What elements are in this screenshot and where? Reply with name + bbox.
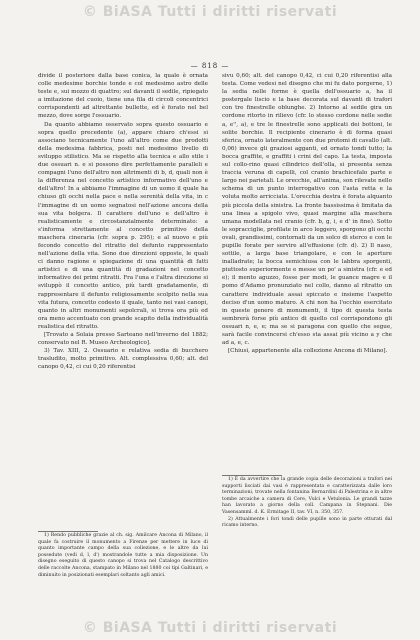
paragraph: divide il posteriore dalla base conica, la quale è ornata colle medesime borchie tonde e col medesimo astro delle teste e, sui mozzo di quattro; sul davanti il sedile, ripiegato a imitazione del cuoio, tiene una fila di circoli concentrici corrispondenti ad altrettante bullette, ed è forato nel bel mezzo, dove sorge l'ossuario. <box>38 73 208 120</box>
footnote: 1) È da avvertire che la grande copia delle decorazioni a trafori nei supporti lisciati dai vasi è rappresentata e caratterizzata dalle loro terminazioni, trovate nella fontanina Bernardini di Palestrina e in altre tombe arcaiche a camera di Cere, Vulci e Vetulonia. Le grandi tazze han lavorato a giorno della coll. Campana in Stepnani. Die Vasensamml. d. K. Ermitage II, tav. VI, n. 350, 357. <box>222 477 392 515</box>
paragraph: sivu 0,60; alt. del canopo 0,42, ci cui 0,20 riferentisi alla testa. Come vedesi nel disegno che mi fu dato porgerne, 1) la sedia nelle forme è quella dell'ossuario a, ha il postergale liscio e la base decorata sul davanti di trafori con tre finestrelle oblunghe. 2) Intorno al sedile gira un cordone ritorto in rilievo (cfr. lo stesso cordone nelle sedie a, e'', a), e tre le finestrelle sono applicati dei bottoni, le solite borchie. Il recipiente cinerario è di forma quasi sferica, ornato lateralmente con due protomi di cavallo (alt. 0,06) invece gli graziosi agganti, ed ornato tondi tutto; la bocca graffite, e graffiti i crini del capo. La testa, imposta sul collo-rino quasi cilindrico dell'olla, si presenta senza traccia veruna di capelli, col cranio brachicefalo parte e largo nei parietali. Le orecchie, all'anima, son rilevate nello schema di un punto interrogativo con l'asta retta e la voluta molto arricciata. L'orecchia destra è forata alquanto più piccola della sinistra. La fronte bassissima è limitata da una linea a spigolo vivo, quasi margine alla maschera umana modellata nel cranio (cfr. b, g, i, e d' in fine). Sotto le sopracciglie, profilate in arco leggero, sporgono gli occhi ovali, grandissimi, contornati da un solco di sterco e con le pupille forate per servire all'effusione (cfr. d). 2) Il naso, sottile, a larga base triangolare, e con le aperture inalladrate; la bocca semichiusa con le labbra sporgenti, piuttosto superiormente e messe un po' a sinistra (cfr. e ed e); il mento aguzzo, fosse per modi, le guance magre e il pomo d'Adamo pronunziato nel collo, danno al ritratto un carattere individuale assai spiccato e insieme l'aspetto deciso d'un uomo maturo. A chi non ha l'occhio esercitato in queste genere di monumenti, il tipo di questa testa sembrerà forse più antico di quello col corrispondono gli ossuari n, e, e; ma se si paragona con quello che segue, sarà facile convincersi ch'esso sta assai più vicino a y che ad a, e, c. <box>222 73 392 347</box>
paragraph: [Trovato a Solaia presso Sarteano nell'inverno del 1882; conservato nel R. Museo Archeologico]. <box>38 332 208 347</box>
left-column <box>38 72 208 371</box>
footnote: 2) Attualmente i fori tondi delle pupille sono in parte otturati dal ricamo interno. <box>222 516 392 529</box>
right-footnotes <box>222 477 392 530</box>
paragraph: Da quanto abbiamo osservato sopra questo ossuario e sopra quello precedente (a), appare chiaro ch'essi si associano tecnicamente l'uno all'altro come due prodotti della medesima fabbrica, posti nel medesimo livello di sviluppo stilistico. Ma se rispetto alla tecnica e allo stile i due ossuari n. e si possono dire perfettamente paralleli e compagni l'uno dell'altro non altrimenti di b, d, quali non è la differenza nel concetto artistico informativo dell'uno e dell'altro! In a abbiamo l'immagine di un uomo il quale ha chiuso gli occhi nella pace e nella serenità della vita, in c l'immagine di un uomo segnatosi nell'azione ancora della sua vita bolgera. Il carattere dell'uno e dell'altro è realisticamente e circostanzialmente determinato: a s'informa strettamente al concetto primitivo della maschera cineraria (cfr. sopra p. 295); e al nuovo e più fecondo concetto del ritratto del defunto rappresentato nell'azione della vita. Sono due direzioni opposte, le quali ci danno ragione e spiegazione di una quantità di fatti artistici e di una quantità di gradazioni nel concetto informativo dei primi ritratti. Fra l'una e l'altra direzione si sviluppò il concetto antico, più tardi gradatamente, di rappresentare il defunto religiosamente scolpito nella sua vita futura, concetto codesto il quale, tanto nei vasi canopi, quanto in altri monumenti sepolcrali, si trova ora più ed ora meno accentuato con grande scapito della individualità realistica del ritratto. <box>38 121 208 330</box>
footnote: 1) Rendo pubbliche grazie al ch. sig. Amilcare Ancona di Milano, il quale fa costruire il monumento a Firenze per mettere in luce di quanto importante campo della sua collezione, e le altre da lui possedute (vedi d, l, d') mostrandole tutte a mia disposizione. Un disegno eseguito di questo canopo si trova nel Catalogo descrittivo delle raccolte Ancona, stampato in Milano nel 1880 coi tipi Galtinari, e diminuito in posizionati esemplari soltanto agli amici. <box>38 533 208 578</box>
page-number: — 818 — <box>190 62 230 70</box>
watermark-top: © BiASA Tutti i diritti riservati <box>82 4 338 20</box>
footnote-separator <box>222 475 282 476</box>
paragraph: [Chiusi, appartenente alla collezione Ancona di Milano]. <box>228 348 388 355</box>
left-footnotes <box>38 533 208 579</box>
paragraph: 3) Tav. XIII, 2. Ossuario e relativa sedia di bucchero trasludito, molto primitivo. Alt. complessiva 0,60; alt. del canopo 0,42, ci cui 0,20 riferentisi <box>38 348 208 371</box>
footnote-separator <box>38 531 98 532</box>
watermark-bottom: © BiASA Tutti i diritti riservati <box>82 620 338 636</box>
right-column <box>222 72 392 355</box>
